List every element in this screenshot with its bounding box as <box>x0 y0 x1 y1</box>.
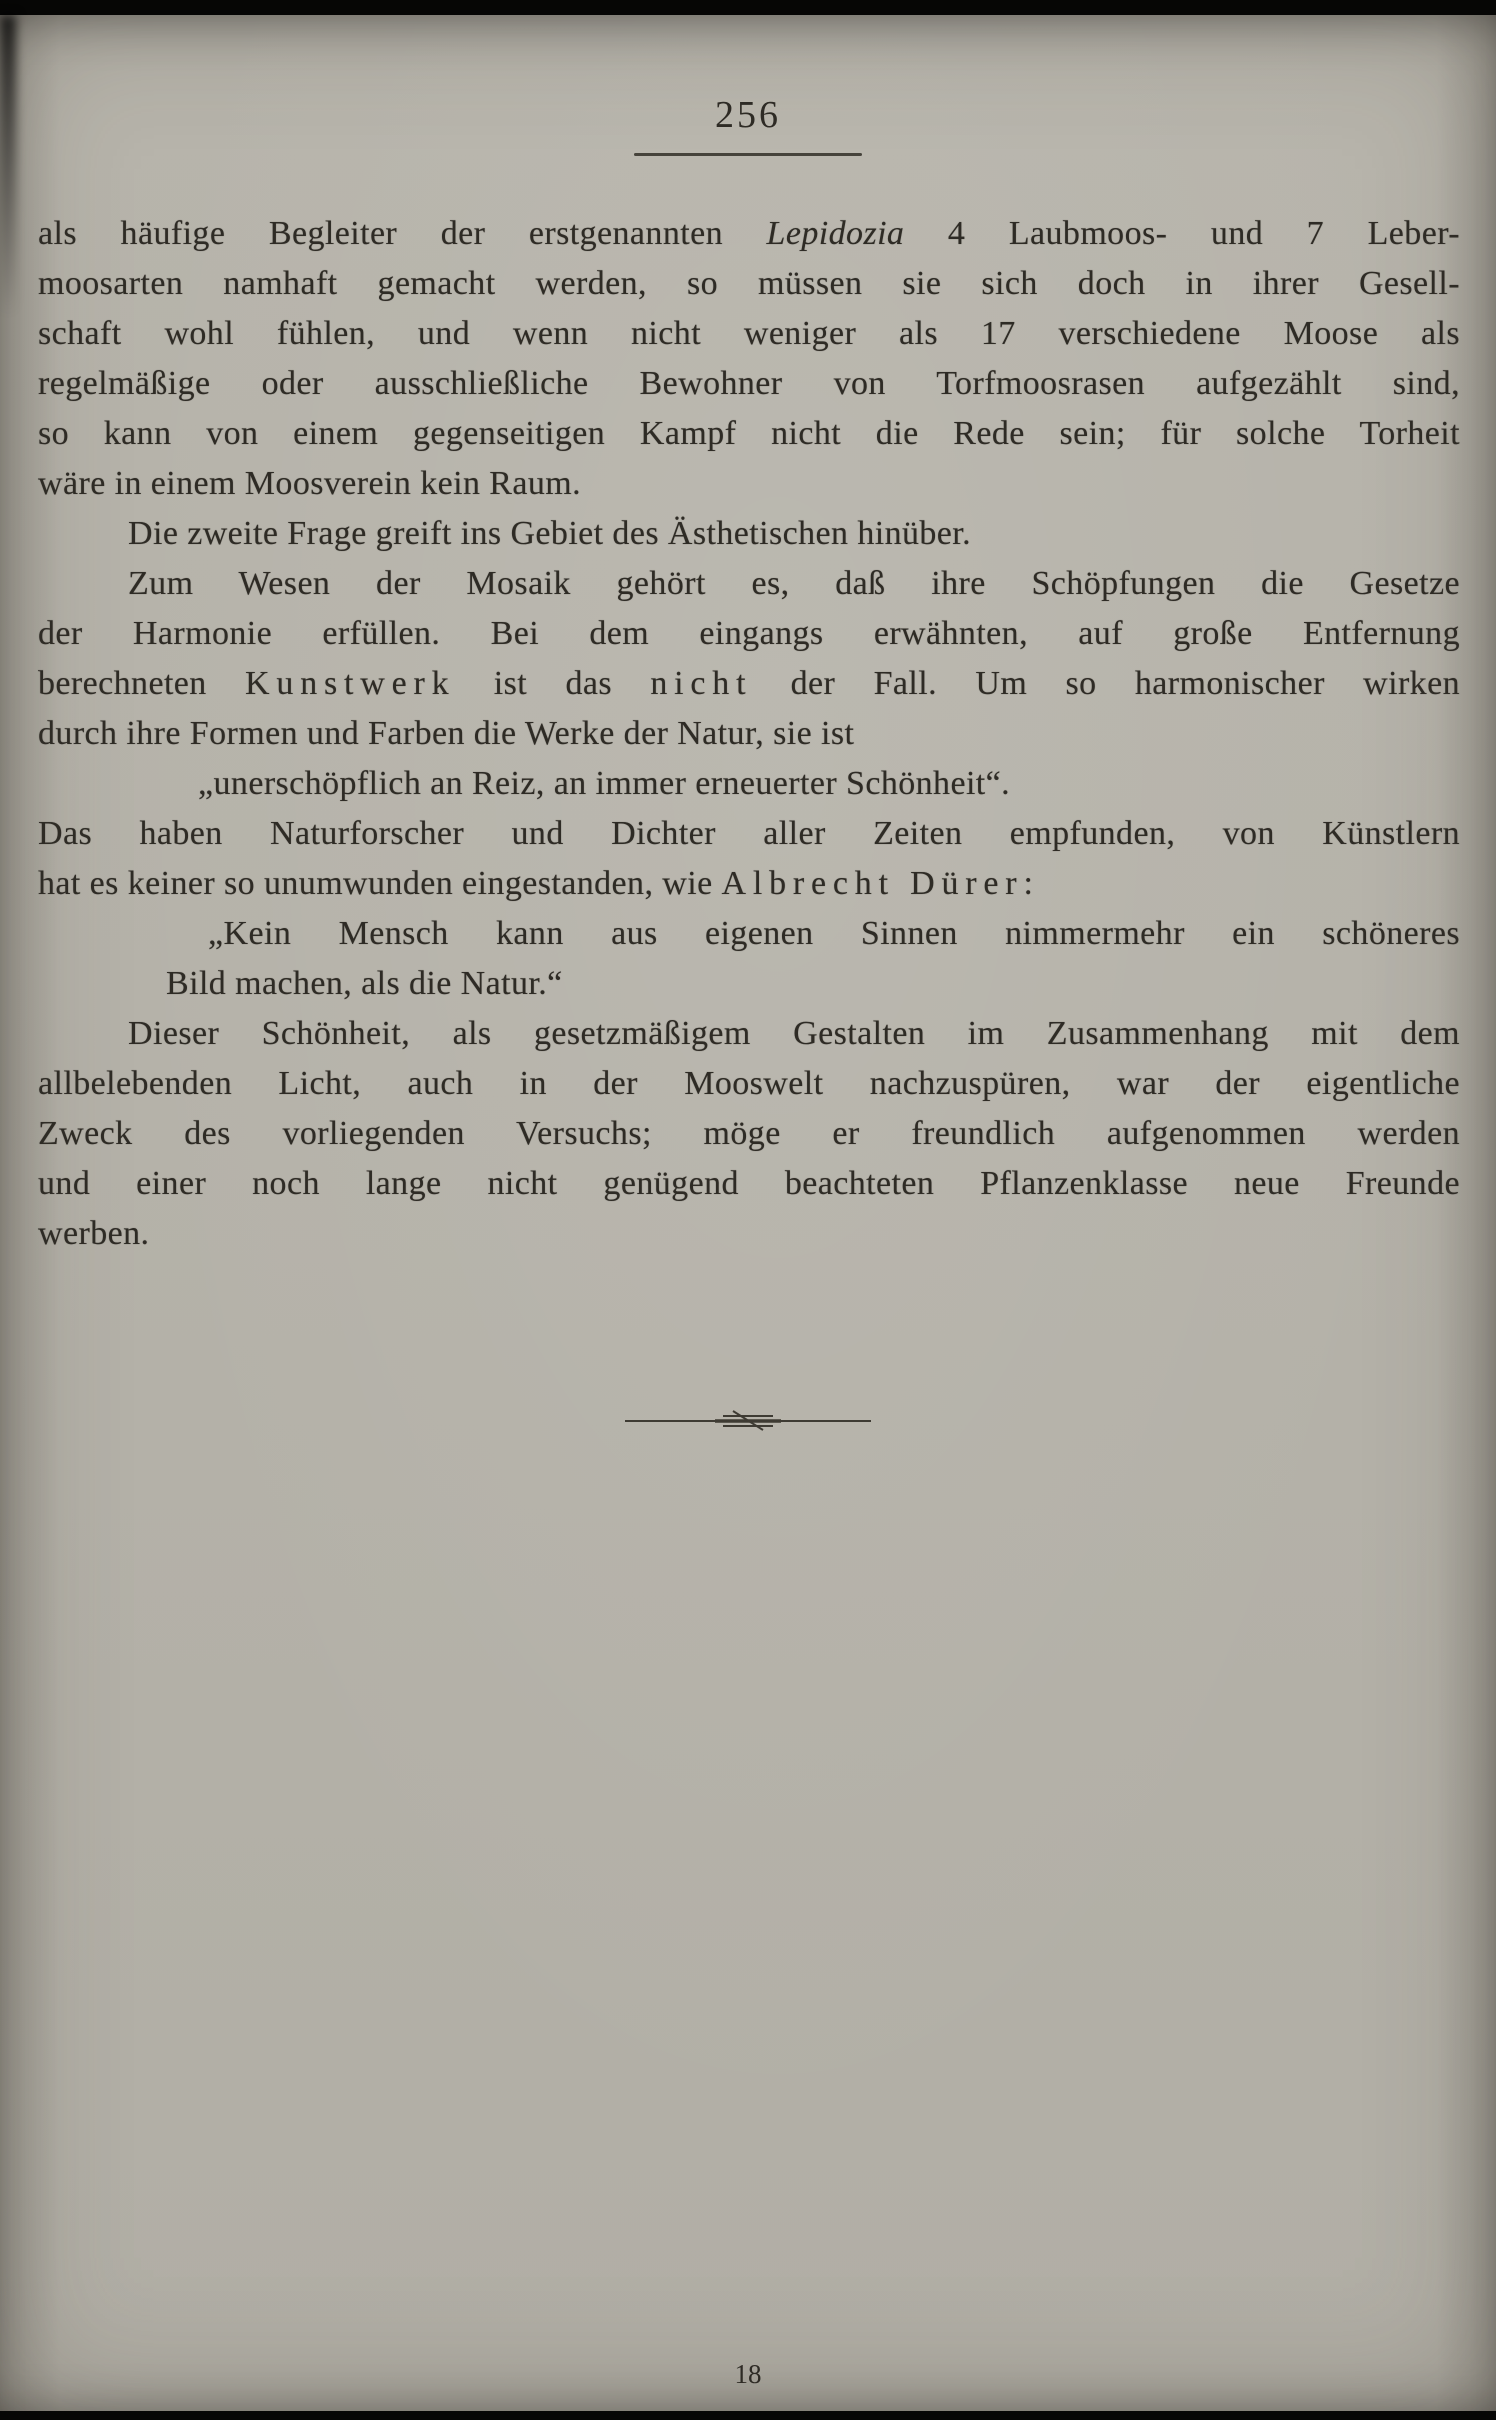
text-line <box>38 1209 1460 1259</box>
text-line <box>38 309 1460 359</box>
text-line <box>38 409 1460 459</box>
text-line <box>38 259 1460 309</box>
scan-edge-bottom <box>0 2411 1496 2420</box>
text-line <box>38 509 1460 559</box>
text-line <box>38 459 1460 509</box>
divider-ornament-icon <box>623 1407 873 1433</box>
section-divider <box>0 1407 1496 1433</box>
text-segment: Zweck des vorliegenden Versuchs; möge er freundlich aufgenommen werden <box>38 1115 1460 1152</box>
text-segment: als häufige Begleiter der erstgenannten <box>38 215 767 252</box>
text-segment: durch ihre Formen und Farben die Werke der Natur, sie ist <box>38 715 855 752</box>
text-line <box>38 859 1460 909</box>
scan-edge-top <box>0 0 1496 15</box>
text-segment: so kann von einem gegenseitigen Kampf nicht die Rede sein; für solche Torheit <box>38 415 1460 452</box>
text-segment: moosarten namhaft gemacht werden, so müssen sie sich doch in ihrer Gesell- <box>38 265 1460 302</box>
text-line <box>38 1009 1460 1059</box>
text-segment: werben. <box>38 1215 150 1252</box>
body-text <box>38 209 1460 1259</box>
text-segment: 4 Laubmoos- und 7 Leber- <box>904 215 1460 252</box>
text-line <box>38 1059 1460 1109</box>
text-segment: schaft wohl fühlen, und wenn nicht weniger als 17 verschiedene Moose als <box>38 315 1460 352</box>
text-line <box>38 709 1460 759</box>
text-segment: Die zweite Frage greift ins Gebiet des Ästhetischen hinüber. <box>128 515 972 552</box>
text-line <box>38 1159 1460 1209</box>
letterspaced-text-segment: Albrecht Dürer <box>721 865 1024 902</box>
page-number: 256 <box>715 94 781 136</box>
text-segment: Das haben Naturforscher und Dichter aller Zeiten empfunden, von Künstlern <box>38 815 1460 852</box>
text-segment: regelmäßige oder ausschließliche Bewohner von Torfmoosrasen aufgezählt sind, <box>38 365 1460 402</box>
text-line <box>38 209 1460 259</box>
scan-edge-artifact <box>0 15 16 315</box>
text-line <box>38 659 1460 709</box>
text-segment: Zum Wesen der Mosaik gehört es, daß ihre Schöpfungen die Gesetze <box>128 565 1460 602</box>
text-line <box>38 909 1460 959</box>
text-line <box>38 759 1460 809</box>
text-segment: „Kein Mensch kann aus eigenen Sinnen nimmermehr ein schöneres <box>208 915 1460 952</box>
text-line <box>38 559 1460 609</box>
text-line <box>38 1109 1460 1159</box>
text-segment: Dieser Schönheit, als gesetzmäßigem Gestalten im Zusammenhang mit dem <box>128 1015 1460 1052</box>
text-segment: wäre in einem Moosverein kein Raum. <box>38 465 582 502</box>
italic-text-segment: Lepidozia <box>766 215 905 252</box>
text-segment: hat es keiner so unumwunden eingestanden, wie <box>38 865 722 902</box>
text-segment: allbelebenden Licht, auch in der Mooswelt nachzuspüren, war der eigentliche <box>38 1065 1460 1102</box>
letterspaced-text-segment: nicht <box>650 665 753 702</box>
text-line <box>38 609 1460 659</box>
text-segment: Bild machen, als die Natur.“ <box>166 965 563 1002</box>
text-line <box>38 959 1460 1009</box>
page-number-rule <box>634 153 862 156</box>
signature-mark: 18 <box>734 2359 762 2389</box>
text-segment: und einer noch lange nicht genügend beachteten Pflanzenklasse neue Freunde <box>38 1165 1460 1202</box>
page-paper <box>0 15 1496 2411</box>
text-segment: berechneten <box>38 665 246 702</box>
text-line <box>38 809 1460 859</box>
text-segment: : <box>1023 865 1034 902</box>
text-line <box>38 359 1460 409</box>
text-segment: der Harmonie erfüllen. Bei dem eingangs erwähnten, auf große Entfernung <box>38 615 1460 652</box>
text-segment: der Fall. Um so harmonischer wirken <box>752 665 1460 702</box>
text-segment: ist das <box>455 665 651 702</box>
text-segment: „unerschöpflich an Reiz, an immer erneuerter Schönheit“. <box>198 765 1011 802</box>
letterspaced-text-segment: Kunstwerk <box>245 665 456 702</box>
